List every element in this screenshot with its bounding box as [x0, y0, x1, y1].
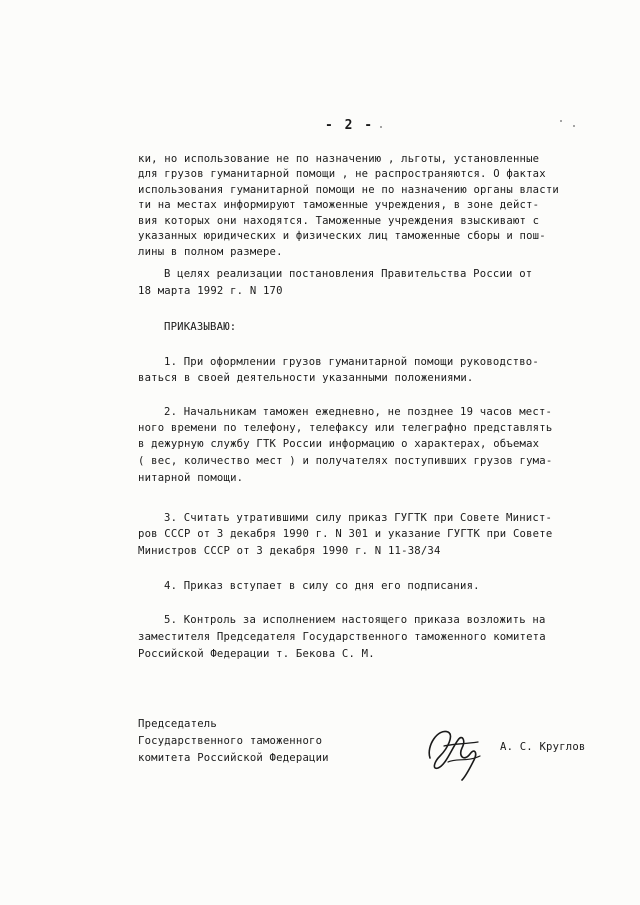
scan-speck — [380, 126, 382, 128]
text-line: заместителя Председателя Государственного таможенного комитета — [138, 631, 546, 643]
text-line: ного времени по телефону, телефаксу или телеграфно представлять — [138, 422, 553, 434]
signatory-title-line: Председатель — [138, 718, 217, 730]
text-line: 2. Начальникам таможен ежедневно, не позднее 19 часов мест- — [164, 406, 553, 418]
scan-speck — [573, 125, 575, 127]
scan-speck — [560, 120, 562, 122]
text-line: использования гуманитарной помощи не по назначению органы власти — [138, 184, 559, 196]
text-line: лины в полном размере. — [138, 246, 283, 258]
text-line: Российской Федерации т. Бекова С. М. — [138, 648, 375, 660]
text-line: ( вес, количество мест ) и получателях поступивших грузов гума- — [138, 455, 553, 467]
page-number: - 2 - — [325, 118, 375, 133]
text-line: В целях реализации постановления Правительства России от — [164, 268, 533, 280]
signer-name: А. С. Круглов — [500, 741, 586, 753]
text-line: 3. Считать утратившими силу приказ ГУГТК при Совете Минист- — [164, 512, 553, 524]
order-heading: ПРИКАЗЫВАЮ: — [164, 321, 237, 333]
text-line: указанных юридических и физических лиц таможенные сборы и пош- — [138, 230, 546, 242]
text-line: для грузов гуманитарной помощи , не распространяются. О фактах — [138, 168, 546, 180]
text-line: в дежурную службу ГТК России информацию о характерах, объемах — [138, 438, 540, 450]
signatory-title-line: Государственного таможенного — [138, 735, 323, 747]
text-line: ти на местах информируют таможенные учреждения, в зоне дейст- — [138, 199, 540, 211]
text-line: Министров СССР от 3 декабря 1990 г. N 11-38/34 — [138, 545, 441, 557]
text-line: вия которых они находятся. Таможенные учреждения взыскивают с — [138, 215, 540, 227]
handwritten-signature-icon — [418, 718, 490, 782]
text-line: ваться в своей деятельности указанными положениями. — [138, 372, 474, 384]
text-line: 5. Контроль за исполнением настоящего приказа возложить на — [164, 614, 546, 626]
text-line: 18 марта 1992 г. N 170 — [138, 285, 283, 297]
text-line: 4. Приказ вступает в силу со дня его подписания. — [164, 580, 480, 592]
text-line: нитарной помощи. — [138, 472, 244, 484]
text-line: ров СССР от 3 декабря 1990 г. N 301 и указание ГУГТК при Совете — [138, 528, 553, 540]
text-line: 1. При оформлении грузов гуманитарной помощи руководство- — [164, 356, 539, 368]
text-line: ки, но использование не по назначению , льготы, установленные — [138, 153, 540, 165]
signatory-title-line: комитета Российской Федерации — [138, 752, 329, 764]
